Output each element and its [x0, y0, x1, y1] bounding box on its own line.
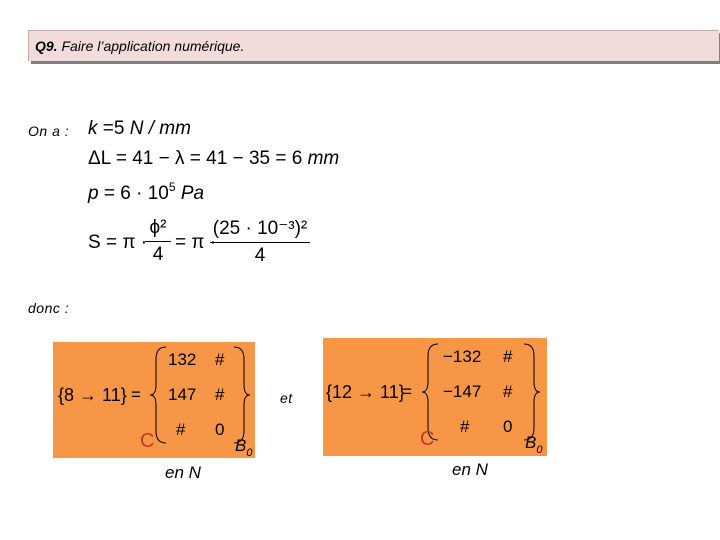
- left-brace-icon: [420, 342, 440, 442]
- matrix-cell: 132: [168, 350, 197, 369]
- matrix-cell: #: [503, 347, 513, 366]
- torsor-equals: =: [131, 385, 141, 404]
- matrix-cell: 0: [215, 420, 225, 439]
- equation-p: $p = 6 \cdot 10^5$ Pa: [88, 180, 205, 204]
- matrix-cell: 0: [503, 417, 513, 436]
- fraction-numerator: (25 · 10⁻³)²: [212, 218, 308, 239]
- torsor-left-12-11: {12 → 11}: [326, 382, 405, 402]
- unit-label: en N: [165, 463, 201, 482]
- matrix-cell: #: [215, 350, 225, 369]
- torsor-equals: =: [402, 382, 412, 401]
- question-header: [28, 30, 719, 61]
- torsor-left-8-11: {8 → 11}: [58, 385, 127, 405]
- label-on-a: On a :: [28, 123, 70, 139]
- matrix-cell: −147: [443, 382, 482, 401]
- fraction-denominator: 4: [152, 244, 164, 265]
- matrix-cell: #: [503, 382, 513, 401]
- basis-label: $B_0$: [235, 436, 253, 459]
- label-donc: donc :: [28, 300, 70, 316]
- point-c-label: C: [420, 428, 435, 450]
- question-number: Q9.: [35, 38, 58, 54]
- label-et: et: [280, 390, 293, 406]
- matrix-cell: #: [215, 385, 225, 404]
- matrix-cell: #: [176, 420, 186, 439]
- matrix-cell: #: [460, 417, 470, 436]
- equation-k: k =5 N / mm: [88, 118, 191, 139]
- point-c-label: C: [140, 430, 155, 452]
- fraction-denominator: 4: [254, 245, 266, 266]
- equation-delta-l: ΔL = 41 − λ = 41 − 35 = 6 mm: [88, 148, 340, 169]
- fraction-numerator: ϕ²: [149, 217, 167, 238]
- matrix-cell: 147: [168, 385, 197, 404]
- right-brace-icon: [522, 342, 542, 442]
- unit-label: en N: [452, 460, 488, 479]
- question-text: Faire l’application numérique.: [61, 38, 245, 54]
- basis-label: $B_0$: [525, 433, 543, 456]
- matrix-cell: −132: [443, 347, 482, 366]
- right-brace-icon: [232, 345, 252, 445]
